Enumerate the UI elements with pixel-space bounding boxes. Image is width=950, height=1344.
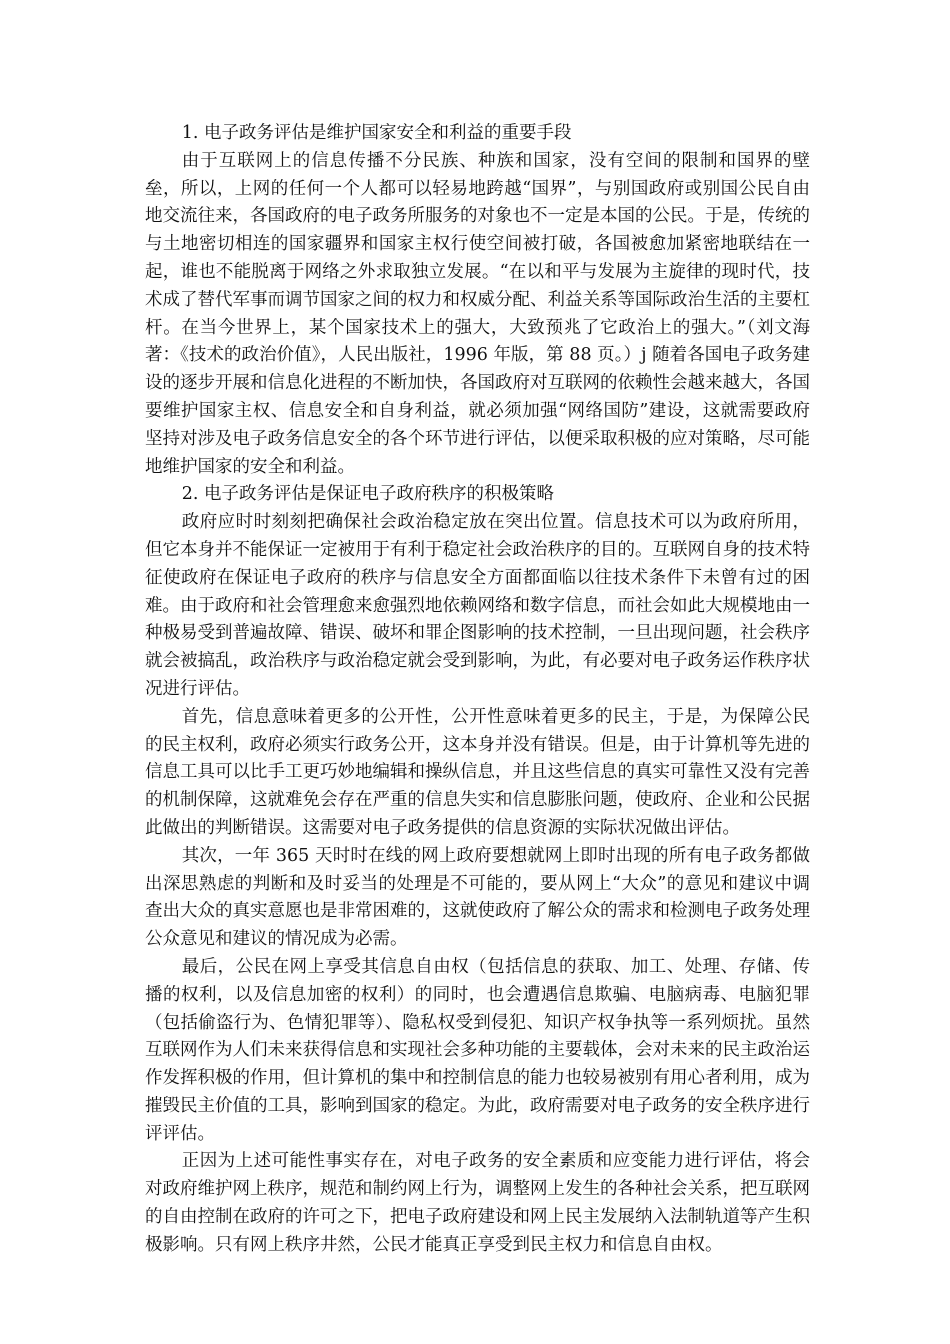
section-2-paragraph-2: 首先，信息意味着更多的公开性，公开性意味着更多的民主，于是，为保障公民的民主权利，政府必须实行政务公开，这本身并没有错误。但是，由于计算机等先进的信息工具可以比手工更巧妙地编辑和操纵信息，并且这些信息的真实可靠性又没有完善的机制保障，这就难免会存在严重的信息失实和信息膨胀问题，使政府、企业和公民据此做出的判断错误。这需要对电子政务提供的信息资源的实际状况做出评估。 — [145, 706, 810, 838]
section-2-paragraph-3: 其次，一年 365 天时时在线的网上政府要想就网上即时出现的所有电子政务都做出深思熟虑的判断和及时妥当的处理是不可能的，要从网上“大众”的意见和建议中调查出大众的真实意愿也是非常困难的，这就使政府了解公众的需求和检测电子政务处理公众意见和建议的情况成为必需。 — [145, 845, 810, 950]
section-2-paragraph-1: 政府应时时刻刻把确保社会政治稳定放在突出位置。信息技术可以为政府所用，但它本身并不能保证一定被用于有利于稳定社会政治秩序的目的。互联网自身的技术特征使政府在保证电子政府的秩序与信息安全方面都面临以往技术条件下未曾有过的困难。由于政府和社会管理愈来愈强烈地依赖网络和数字信息，而社会如此大规模地由一种极易受到普遍故障、错误、破坏和罪企图影响的技术控制，一旦出现问题，社会秩序就会被搞乱，政治秩序与政治稳定就会受到影响，为此，有必要对电子政务运作秩序状况进行评估。 — [145, 512, 810, 699]
document-page — [145, 120, 810, 1260]
section-2-paragraph-5: 正因为上述可能性事实存在，对电子政务的安全素质和应变能力进行评估，将会对政府维护网上秩序，规范和制约网上行为，调整网上发生的各种社会关系，把互联网的自由控制在政府的许可之下，把电子政府建设和网上民主发展纳入法制轨道等产生积极影响。只有网上秩序井然，公民才能真正享受到民主权力和信息自由权。 — [145, 1151, 810, 1255]
section-1-paragraph: 由于互联网上的信息传播不分民族、种族和国家，没有空间的限制和国界的壁垒，所以，上网的任何一个人都可以轻易地跨越“国界”，与别国政府或别国公民自由地交流往来，各国政府的电子政务所服务的对象也不一定是本国的公民。于是，传统的与土地密切相连的国家疆界和国家主权行使空间被打破，各国被愈加紧密地联结在一起，谁也不能脱离于网络之外求取独立发展。“在以和平与发展为主旋律的现时代，技术成了替代军事而调节国家之间的权力和权威分配、利益关系等国际政治生活的主要杠杆。在当今世界上，某个国家技术上的强大，大致预兆了它政治上的强大。”（刘文海著：《技术的政治价值》，人民出版社，1996 年版，第 88 页。）j 随着各国电子政务建设的逐步开展和信息化进程的不断加快，各国政府对互联网的依赖性会越来越大，各国要维护国家主权、信息安全和自身利益，就必须加强“网络国防”建设，这就需要政府坚持对涉及电子政务信息安全的各个环节进行评估，以便采取积极的应对策略，尽可能地维护国家的安全和利益。 — [145, 150, 810, 477]
section-2-paragraph-4: 最后，公民在网上享受其信息自由权（包括信息的获取、加工、处理、存储、传播的权利，以及信息加密的权利）的同时，也会遭遇信息欺骗、电脑病毒、电脑犯罪（包括偷盗行为、色情犯罪等）、隐私权受到侵犯、知识产权争执等一系列烦扰。虽然互联网作为人们未来获得信息和实现社会多种功能的主要载体，会对未来的民主政治运作发挥积极的作用，但计算机的集中和控制信息的能力也较易被别有用心者利用，成为摧毁民主价值的工具，影响到国家的稳定。为此，政府需要对电子政务的安全秩序进行评评估。 — [145, 956, 810, 1144]
section-2-heading: 2. 电子政务评估是保证电子政府秩序的积极策略 — [181, 484, 555, 505]
section-1-heading: 1. 电子政务评估是维护国家安全和利益的重要手段 — [181, 123, 572, 143]
